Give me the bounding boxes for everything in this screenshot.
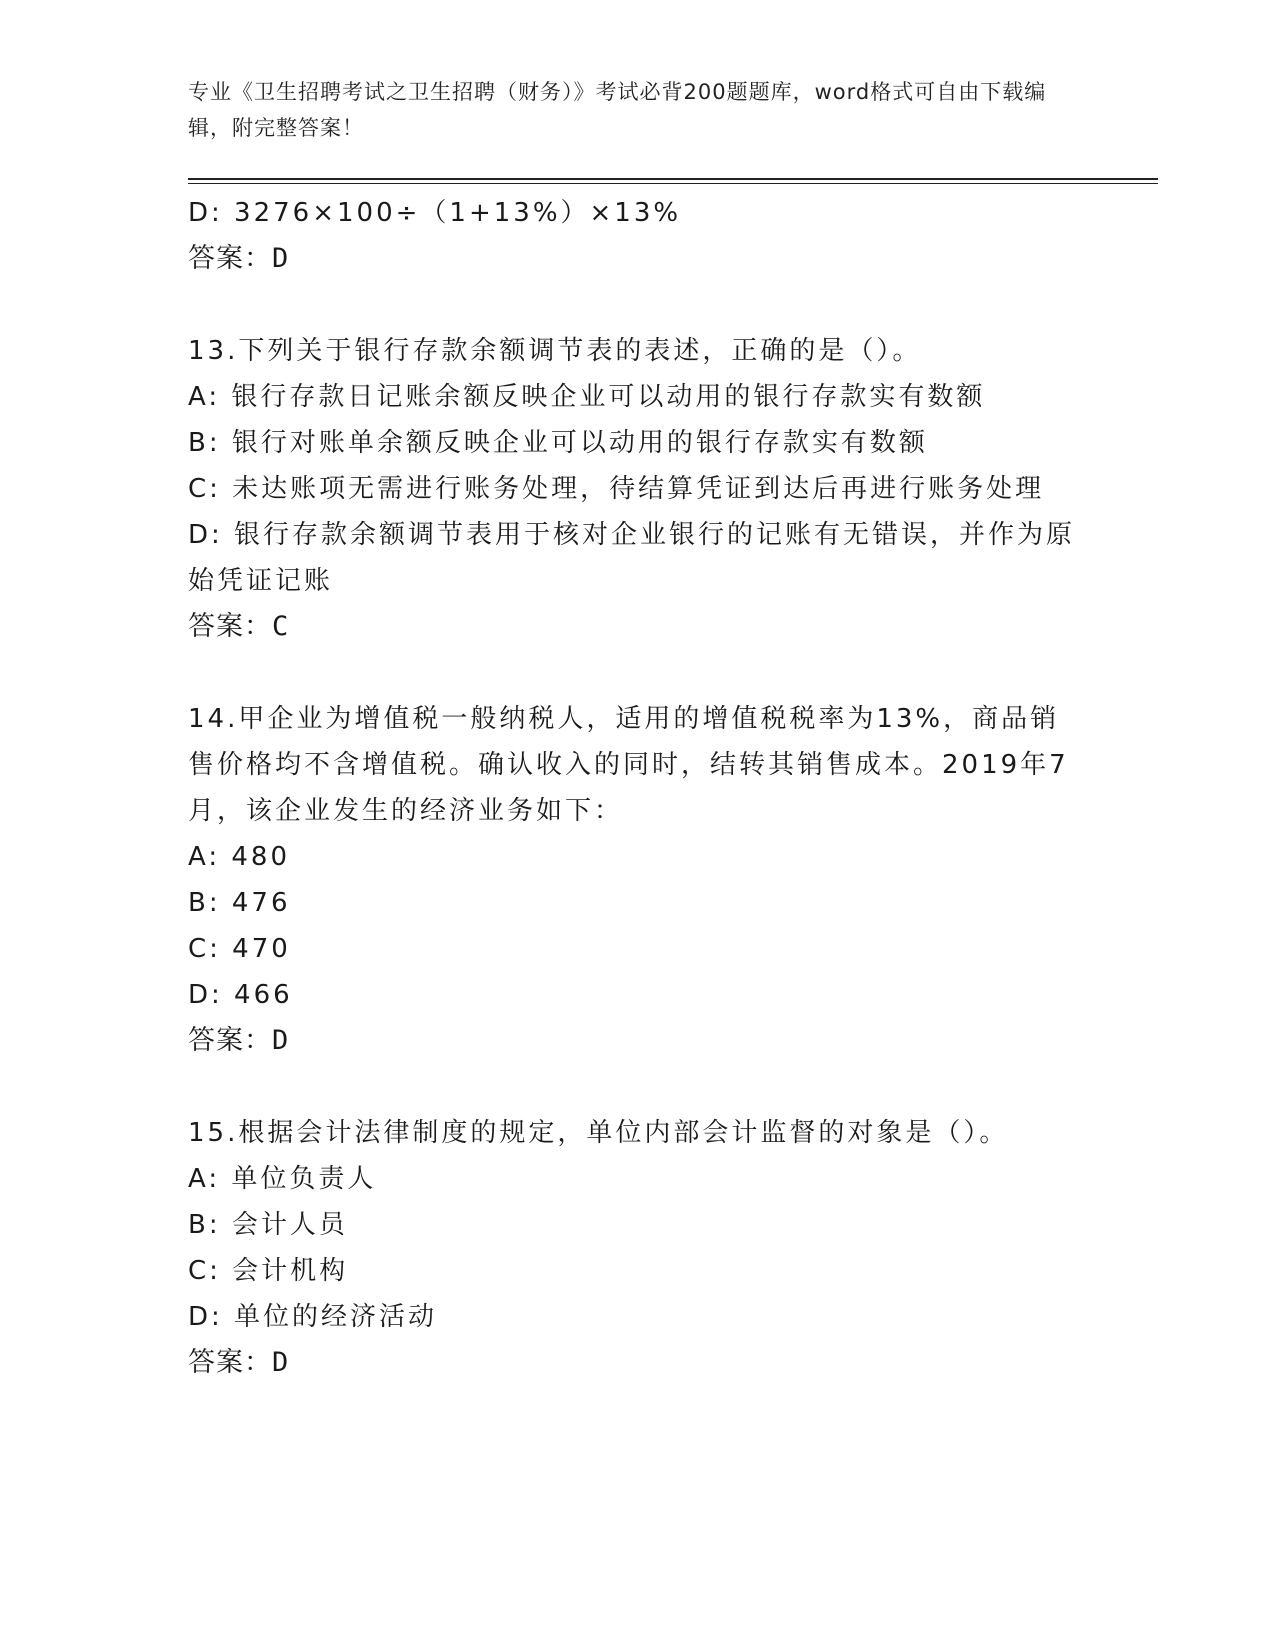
option-a: A: 银行存款日记账余额反映企业可以动用的银行存款实有数额 — [188, 382, 986, 412]
option-b: B: 银行对账单余额反映企业可以动用的银行存款实有数额 — [188, 428, 928, 458]
question-13 — [188, 328, 1088, 650]
spacer — [188, 650, 1088, 696]
question-stem: 15.根据会计法律制度的规定，单位内部会计监督的对象是（）。 — [188, 1118, 1009, 1148]
option-c: C: 470 — [188, 934, 291, 964]
option-a: A: 单位负责人 — [188, 1164, 377, 1194]
header-title: 专业《卫生招聘考试之卫生招聘（财务）》考试必背200题题库，word格式可自由下载编辑，附完整答案！ — [188, 80, 1047, 140]
option-a: A: 480 — [188, 842, 290, 872]
document-body — [188, 190, 1088, 1386]
answer: 答案：D — [188, 1347, 290, 1378]
option-d: D: 单位的经济活动 — [188, 1302, 438, 1332]
header-divider-thick — [188, 178, 1158, 180]
answer: 答案：C — [188, 611, 290, 642]
option-b: B: 476 — [188, 888, 291, 918]
option-d: D: 466 — [188, 980, 293, 1010]
question-15 — [188, 1110, 1088, 1386]
answer: 答案：D — [188, 243, 290, 274]
question-stem: 14.甲企业为增值税一般纳税人，适用的增值税税率为13%，商品销售价格均不含增值税。确认收入的同时，结转其销售成本。2019年7月，该企业发生的经济业务如下： — [188, 704, 1069, 826]
question-14 — [188, 696, 1088, 1064]
option-d: D: 银行存款余额调节表用于核对企业银行的记账有无错误，并作为原始凭证记账 — [188, 520, 1076, 596]
spacer — [188, 1064, 1088, 1110]
answer: 答案：D — [188, 1025, 290, 1056]
header-divider-thin — [188, 183, 1158, 184]
spacer — [188, 282, 1088, 328]
question-stem: 13.下列关于银行存款余额调节表的表述，正确的是（）。 — [188, 336, 922, 366]
option-c: C: 未达账项无需进行账务处理，待结算凭证到达后再进行账务处理 — [188, 474, 1045, 504]
option-c: C: 会计机构 — [188, 1256, 349, 1286]
question-12-tail — [188, 190, 1088, 282]
document-header — [188, 74, 1068, 146]
option-b: B: 会计人员 — [188, 1210, 348, 1240]
option-d: D: 3276×100÷（1+13%）×13% — [188, 198, 682, 228]
